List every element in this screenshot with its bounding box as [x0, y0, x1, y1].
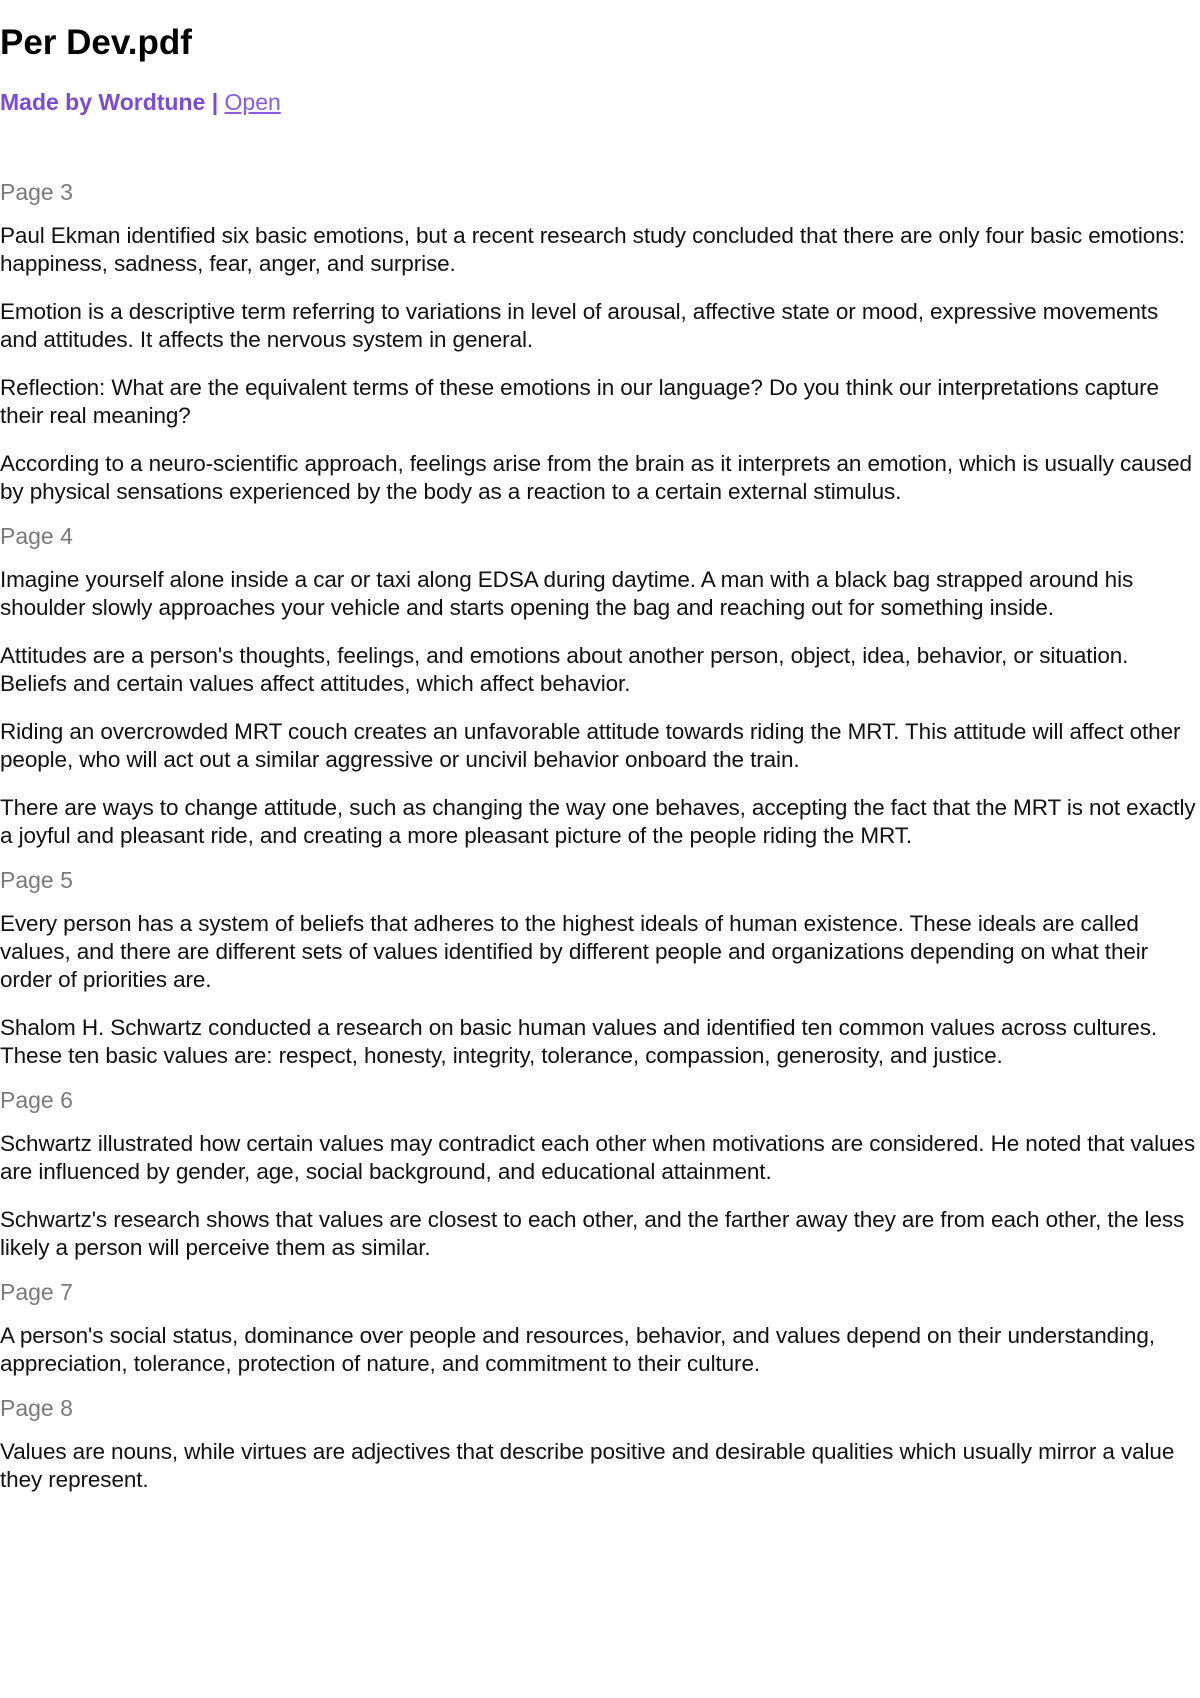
summary-paragraph: Attitudes are a person's thoughts, feelings, and emotions about another person, object, idea, behavior, or situation. Beliefs and certain values affect attitudes, which affect behavior.: [0, 643, 1129, 696]
summary-paragraph: Shalom H. Schwartz conducted a research on basic human values and identified ten common values across cultures. These ten basic values are: respect, honesty, integrity, tolerance, compassion, generosity, and justice.: [0, 1015, 1158, 1068]
summary-paragraph: Riding an overcrowded MRT couch creates an unfavorable attitude towards riding the MRT. This attitude will affect other people, who will act out a similar aggressive or uncivil behavior onboard the train.: [0, 719, 1181, 772]
page-section: [0, 522, 1200, 850]
made-by-label: Made by Wordtune |: [0, 89, 219, 115]
summary-paragraph: A person's social status, dominance over people and resources, behavior, and values depend on their understanding, appreciation, tolerance, protection of nature, and commitment to their culture.: [0, 1323, 1155, 1376]
summary-paragraph: Every person has a system of beliefs that adheres to the highest ideals of human existence. These ideals are called values, and there are different sets of values identified by different people and organizations depending on what their order of priorities are.: [0, 911, 1149, 992]
summary-paragraph: Reflection: What are the equivalent terms of these emotions in our language? Do you think our interpretations capture their real meaning?: [0, 375, 1159, 428]
page-section: [0, 1394, 1200, 1494]
summary-paragraph: Values are nouns, while virtues are adjectives that describe positive and desirable qualities which usually mirror a value they represent.: [0, 1439, 1175, 1492]
wordtune-attribution: [0, 89, 281, 117]
summary-paragraph: Imagine yourself alone inside a car or taxi along EDSA during daytime. A man with a black bag strapped around his shoulder slowly approaches your vehicle and starts opening the bag and reaching out for something inside.: [0, 567, 1134, 620]
summary-paragraph: There are ways to change attitude, such as changing the way one behaves, accepting the fact that the MRT is not exactly a joyful and pleasant ride, and creating a more pleasant picture of the people riding the MRT.: [0, 795, 1196, 848]
page-label: Page 7: [0, 1279, 73, 1305]
page-section: [0, 1086, 1200, 1262]
page-label: Page 6: [0, 1087, 73, 1113]
page-label: Page 4: [0, 523, 73, 549]
document-title: Per Dev.pdf: [0, 23, 192, 62]
summary-paragraph: Schwartz's research shows that values are closest to each other, and the farther away they are from each other, the less likely a person will perceive them as similar.: [0, 1207, 1185, 1260]
page-section: [0, 1278, 1200, 1378]
summary-paragraph: Emotion is a descriptive term referring to variations in level of arousal, affective state or mood, expressive movements and attitudes. It affects the nervous system in general.: [0, 299, 1159, 352]
page-section: [0, 866, 1200, 1070]
summary-paragraph: According to a neuro-scientific approach, feelings arise from the brain as it interprets an emotion, which is usually caused by physical sensations experienced by the body as a reaction to a certain external stimulus.: [0, 451, 1192, 504]
summary-paragraph: Paul Ekman identified six basic emotions, but a recent research study concluded that there are only four basic emotions: happiness, sadness, fear, anger, and surprise.: [0, 223, 1185, 276]
summary-paragraph: Schwartz illustrated how certain values may contradict each other when motivations are considered. He noted that values are influenced by gender, age, social background, and educational attainment.: [0, 1131, 1195, 1184]
page-label: Page 8: [0, 1395, 73, 1421]
page-label: Page 5: [0, 867, 73, 893]
document-content: [0, 178, 1200, 1510]
page-section: [0, 178, 1200, 506]
page-label: Page 3: [0, 179, 73, 205]
open-link[interactable]: Open: [224, 89, 281, 115]
